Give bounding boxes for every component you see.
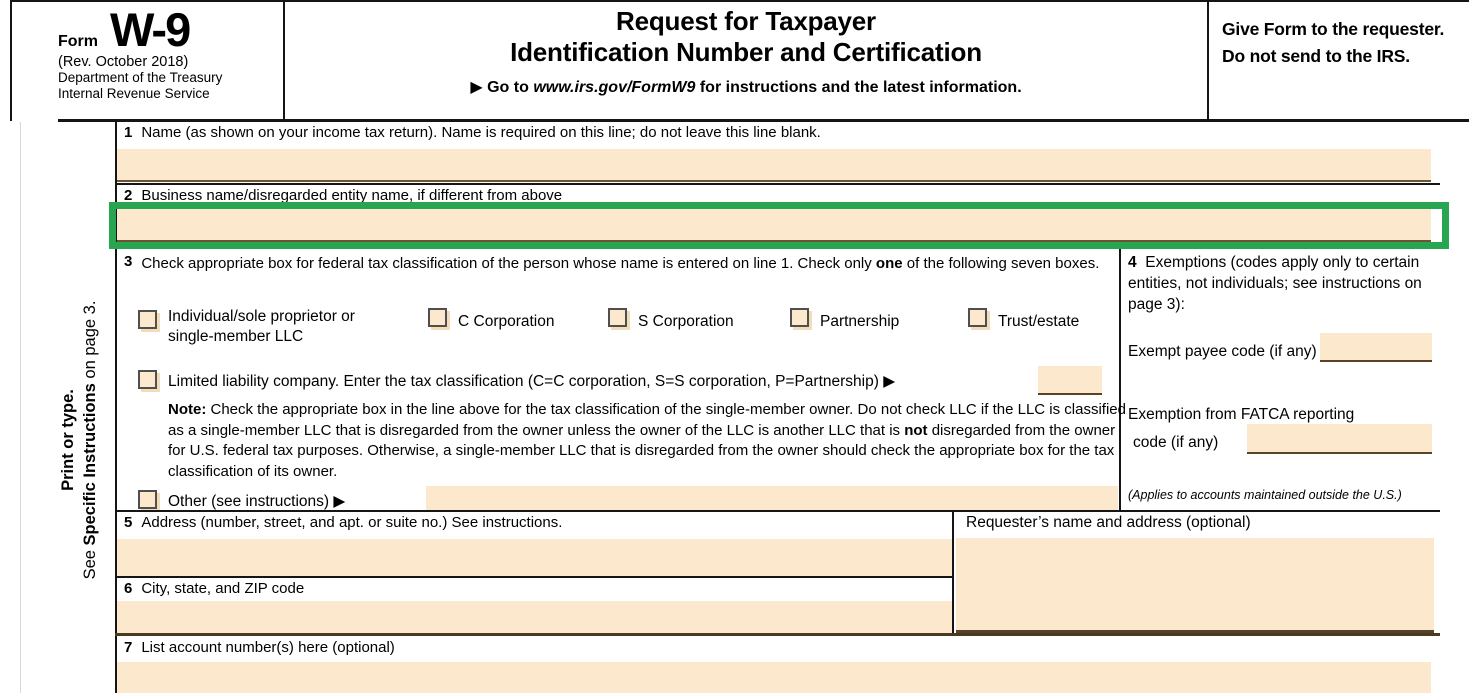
form-word: Form xyxy=(58,33,98,50)
line6-number: 6 xyxy=(124,580,133,597)
line3-label-suffix: of the following seven boxes. xyxy=(902,255,1100,272)
page-edge-line xyxy=(20,122,21,693)
line7-label-row xyxy=(124,639,395,656)
form-identity-block xyxy=(58,3,278,102)
row7-top-divider xyxy=(115,633,1440,636)
line7-label: List account number(s) here (optional) xyxy=(141,639,395,656)
see-instructions-label xyxy=(79,240,101,640)
exempt-payee-label: Exempt payee code (if any) xyxy=(1128,343,1317,360)
line3-label-bold: one xyxy=(875,255,903,272)
checkbox-c-corporation-label: C Corporation xyxy=(458,313,555,330)
see-prefix: See xyxy=(81,545,99,580)
checkbox-s-corporation[interactable] xyxy=(608,308,627,327)
row5-top-divider xyxy=(115,510,1440,512)
llc-classification-input[interactable] xyxy=(1038,366,1102,395)
address-input[interactable] xyxy=(117,539,952,576)
line6-label: City, state, and ZIP code xyxy=(141,580,305,597)
checkbox-trust-estate-label: Trust/estate xyxy=(998,313,1080,330)
fatca-label-line1: Exemption from FATCA reporting xyxy=(1128,406,1355,423)
form-revision: (Rev. October 2018) xyxy=(58,54,189,70)
note-part2: disregarded from the owner for U.S. federal tax purposes. Otherwise, a single-member LLC that is disregarded from the owner should check the appropriate box for the tax classification of its owner. xyxy=(168,421,1116,480)
checkbox-partnership-label: Partnership xyxy=(820,313,900,330)
line2-number: 2 xyxy=(124,187,133,204)
llc-note xyxy=(168,400,1126,482)
goto-prefix: ▶ Go to xyxy=(470,79,534,96)
checkbox-individual-label: Individual/sole proprietor or single-member LLC xyxy=(168,308,355,345)
checkbox-s-corporation-label: S Corporation xyxy=(638,313,734,330)
fatca-input[interactable] xyxy=(1247,424,1432,454)
see-bold: Specific Instructions xyxy=(81,383,99,546)
line2-label: Business name/disregarded entity name, if different from above xyxy=(141,187,563,204)
goto-instruction-line xyxy=(285,77,1207,97)
top-border xyxy=(10,0,1469,2)
line3-number: 3 xyxy=(124,253,133,270)
line4-label-text: Exemptions (codes apply only to certain entities, not individuals; see instructions on page 3): xyxy=(1128,254,1422,313)
line1-number: 1 xyxy=(124,124,133,141)
form-title-block xyxy=(285,6,1207,97)
line6-label-row xyxy=(124,580,304,597)
form-number: W-9 xyxy=(110,3,190,56)
goto-suffix: for instructions and the latest information. xyxy=(695,79,1022,96)
checkbox-other-label: Other (see instructions) ▶ xyxy=(168,493,346,510)
checkbox-partnership[interactable] xyxy=(790,308,809,327)
highlight-box-business-name xyxy=(109,202,1449,249)
line4-number: 4 xyxy=(1128,254,1137,271)
goto-url: www.irs.gov/FormW9 xyxy=(533,79,696,96)
note-part1: Check the appropriate box in the line above for the tax classification of the single-member owner. Do not check LLC if the LLC is classified as a single-member LLC that is disregarded from the owner unless the owner of the LLC is another LLC that is xyxy=(168,401,1126,439)
name-input[interactable] xyxy=(117,149,1431,182)
city-state-zip-input[interactable] xyxy=(117,601,952,633)
form-title-line2: Identification Number and Certification xyxy=(510,37,982,67)
row1-divider xyxy=(115,183,1440,185)
form-title-line1: Request for Taxpayer xyxy=(616,6,876,36)
requester-input[interactable] xyxy=(956,538,1434,633)
checkbox-llc[interactable] xyxy=(138,370,157,389)
department-line1: Department of the Treasury xyxy=(58,70,223,85)
line5-label-row xyxy=(124,514,562,531)
line5-number: 5 xyxy=(124,514,133,531)
other-input[interactable] xyxy=(426,486,1118,512)
header-divider-right xyxy=(1207,0,1209,121)
line3-label xyxy=(141,253,1099,274)
checkbox-c-corporation[interactable] xyxy=(428,308,447,327)
checkbox-individual[interactable] xyxy=(138,310,157,329)
line4-label xyxy=(1128,252,1432,315)
department-line2: Internal Revenue Service xyxy=(58,86,210,101)
print-or-type-label: Print or type. xyxy=(59,389,77,491)
note-bold-not: not xyxy=(904,421,928,439)
fatca-label-line2: code (if any) xyxy=(1133,434,1219,451)
exempt-payee-input[interactable] xyxy=(1320,333,1432,362)
line3-label-row xyxy=(124,253,1124,274)
line5-label: Address (number, street, and apt. or suite no.) See instructions. xyxy=(141,514,563,531)
sidebar-rotated-text xyxy=(57,240,103,640)
note-bold: Note: xyxy=(168,401,207,418)
line1-label-row xyxy=(124,124,821,141)
header-left-border xyxy=(10,0,12,121)
checkbox-llc-label: Limited liability company. Enter the tax classification (C=C corporation, S=S corporation, P=Partnership) ▶ xyxy=(168,373,896,390)
header-bottom-border xyxy=(58,119,1469,122)
line3-label-prefix: Check appropriate box for federal tax classification of the person whose name is entered on line 1. Check only xyxy=(141,255,876,272)
checkbox-other[interactable] xyxy=(138,490,157,509)
checkbox-trust-estate[interactable] xyxy=(968,308,987,327)
account-numbers-input[interactable] xyxy=(117,662,1431,693)
address-requester-divider xyxy=(952,510,954,635)
line7-number: 7 xyxy=(124,639,133,656)
line1-label: Name (as shown on your income tax return). Name is required on this line; do not leave this line blank. xyxy=(141,124,821,141)
row6-top-divider xyxy=(115,576,952,578)
give-form-note: Give Form to the requester. Do not send to the IRS. xyxy=(1222,19,1445,66)
requester-label: Requester’s name and address (optional) xyxy=(966,514,1251,531)
see-suffix: on page 3. xyxy=(81,300,99,384)
fatca-applies-note: (Applies to accounts maintained outside the U.S.) xyxy=(1128,488,1402,502)
